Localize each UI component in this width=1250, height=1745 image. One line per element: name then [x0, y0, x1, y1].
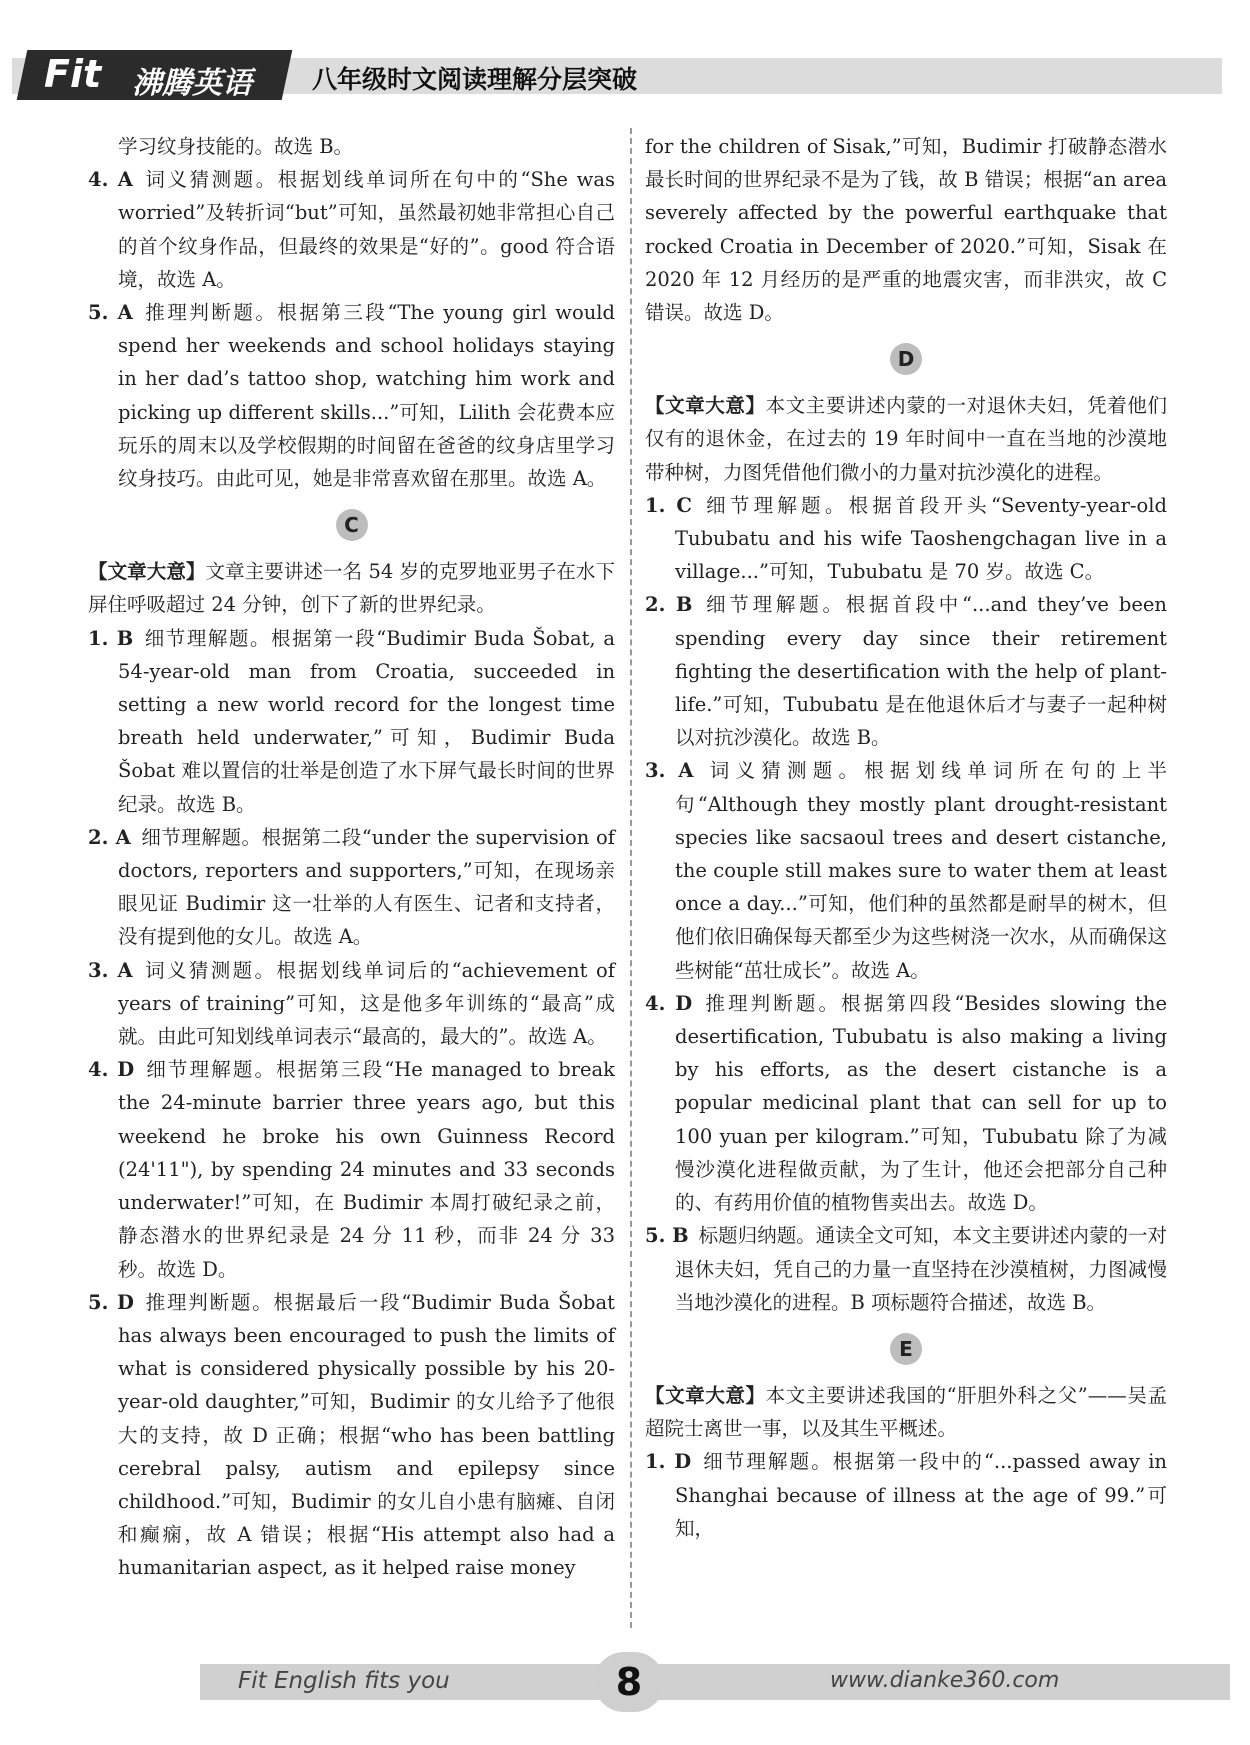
- answer-text: 词义猜测题。根据划线单词所在句中的“She was worried”及转折词“but”可知，虽然最初她非常担心自己的首个纹身作品，但最终的效果是“好的”。good 符合语境，故选 A。: [118, 168, 615, 291]
- right-column: [645, 130, 1167, 1545]
- answer-c3: [88, 954, 615, 1054]
- answer-b5: [88, 296, 615, 495]
- left-column: [88, 130, 615, 1585]
- summary-label: 【文章大意】: [88, 560, 206, 584]
- section-badge-e: E: [890, 1333, 922, 1365]
- answer-c1: [88, 622, 615, 821]
- answer-c5-continuation: for the children of Sisak,”可知，Budimir 打破静态潜水最长时间的世界纪录不是为了钱，故 B 错误；根据“an area severely affected by the powerful earthquake that rocked Croatia in December of 2020.”可知，Sisak 在 2020 年 12 月经历的是严重的地震灾害，而非洪灾，故 C 错误。故选 D。: [645, 135, 1167, 325]
- answer-number: 2. B: [645, 593, 693, 617]
- section-badge-d: D: [890, 343, 922, 375]
- answer-d3: [645, 754, 1167, 986]
- answer-c2: [88, 821, 615, 954]
- logo-brand-text: 沸腾英语: [132, 66, 252, 101]
- answer-e1: [645, 1445, 1167, 1545]
- answer-text: 细节理解题。根据第一段中的“...passed away in Shanghai because of illness at the age of 99.”可知，: [675, 1450, 1167, 1540]
- answer-number: 3. A: [645, 759, 694, 783]
- answer-text: 细节理解题。根据首段开头“Seventy-year-old Tububatu and his wife Taoshengchagan live in a village...”可知，Tububatu 是 70 岁。故选 C。: [675, 493, 1167, 584]
- answer-number: 4. D: [645, 991, 693, 1015]
- answer-d5: [645, 1219, 1167, 1319]
- section-badge-c: C: [336, 509, 368, 541]
- answer-number: 4. D: [88, 1058, 135, 1082]
- answer-number: 1. C: [645, 493, 692, 517]
- answer-d1: [645, 489, 1167, 589]
- footer-slogan: Fit English fits you: [238, 1668, 450, 1694]
- answer-text: 推理判断题。根据第三段“The young girl would spend her weekends and school holidays staying in her dad’s tattoo shop, watching him work and picking up different skills...”可知，Lilith 会花费本应玩乐的周末以及学校假期的时间留在爸爸的纹身店里学习纹身技巧。由此可见，她是非常喜欢留在那里。故选 A。: [118, 301, 616, 491]
- answer-number: 4. A: [88, 168, 133, 192]
- page-header: [12, 44, 1222, 104]
- answer-text: 细节理解题。根据首段中“...and they’ve been spending every day since their retirement fighting the desertification with the help of plant-life.”可知，Tububatu 是在他退休后才与妻子一起种树以对抗沙漠化。故选 B。: [675, 593, 1167, 750]
- answer-number: 5. D: [88, 1290, 134, 1314]
- summary-text: 文章主要讲述一名 54 岁的克罗地亚男子在水下屏住呼吸超过 24 分钟，创下了新的世界纪录。: [88, 560, 615, 617]
- answer-number: 5. A: [88, 301, 133, 325]
- section-c-summary: [88, 555, 615, 621]
- answer-b-continuation: 学习纹身技能的。故选 B。: [118, 135, 354, 158]
- answer-b4: [88, 163, 615, 296]
- answer-d2: [645, 588, 1167, 754]
- book-title: 八年级时文阅读理解分层突破: [312, 65, 638, 94]
- page-number: 8: [594, 1652, 664, 1712]
- answer-number: 2. A: [88, 825, 131, 849]
- answer-c4: [88, 1053, 615, 1285]
- answer-text: 细节理解题。根据第一段“Budimir Buda Šobat, a 54-year-old man from Croatia, succeeded in setting a new world record for the longest time breath held underwater,”可知，Budimir Buda Šobat 难以置信的壮举是创造了水下屏气最长时间的世界纪录。故选 B。: [118, 626, 615, 816]
- answer-d4: [645, 987, 1167, 1219]
- summary-text: 本文主要讲述内蒙的一对退休夫妇，凭着他们仅有的退休金，在过去的 19 年时间中一直在当地的沙漠地带种树，力图凭借他们微小的力量对抗沙漠化的进程。: [645, 394, 1167, 484]
- logo-fit-text: Fit: [44, 52, 102, 96]
- answer-number: 1. B: [88, 626, 134, 650]
- section-d-heading: [645, 329, 1167, 389]
- section-e-heading: [645, 1319, 1167, 1379]
- answer-c5: [88, 1286, 615, 1585]
- answer-text: 词义猜测题。根据划线单词后的“achievement of years of training”可知，这是他多年训练的“最高”成就。由此可知划线单词表示“最高的，最大的”。故选 A。: [118, 958, 615, 1049]
- column-divider: [630, 128, 632, 1628]
- section-e-summary: [645, 1379, 1167, 1445]
- answer-text: 推理判断题。根据第四段“Besides slowing the desertification, Tububatu is also making a living by his efforts, as the desert cistanche is a popular medicinal plant that can sell for up to 100 yuan per kilogram.”可知，Tububatu 除了为减慢沙漠化进程做贡献，为了生计，他还会把部分自己种的、有药用价值的植物售卖出去。故选 D。: [675, 991, 1167, 1215]
- summary-text: 本文主要讲述我国的“肝胆外科之父”——吴孟超院士离世一事，以及其生平概述。: [645, 1383, 1167, 1441]
- section-c-heading: [88, 495, 615, 555]
- footer-website: www.dianke360.com: [830, 1668, 1060, 1693]
- section-d-summary: [645, 389, 1167, 489]
- answer-text: 细节理解题。根据第三段“He managed to break the 24-minute barrier three years ago, but this weekend he broke his own Guinness Record (24'11"), by spending 24 minutes and 33 seconds underwater!”可知，在 Budimir 本周打破纪录之前，静态潜水的世界纪录是 24 分 11 秒，而非 24 分 33 秒。故选 D。: [118, 1058, 616, 1281]
- answer-number: 3. A: [88, 958, 133, 982]
- answer-number: 5. B: [645, 1224, 689, 1248]
- answer-text: 推理判断题。根据最后一段“Budimir Buda Šobat has always been encouraged to push the limits of what is considered physically possible by his 20-year-old daughter,”可知，Budimir 的女儿给予了他很大的支持，故 D 正确；根据“who has been battling cerebral palsy, autism and epilepsy since childhood.”可知，Budimir 的女儿自小患有脑瘫、自闭和癫痫，故 A 错误；根据“His attempt also had a humanitarian aspect, as it helped raise money: [118, 1290, 615, 1580]
- answer-text: 细节理解题。根据第二段“under the supervision of doctors, reporters and supporters,”可知，在现场亲眼见证 Budimir 这一壮举的人有医生、记者和支持者，没有提到他的女儿。故选 A。: [118, 825, 615, 949]
- answer-text: 标题归纳题。通读全文可知，本文主要讲述内蒙的一对退休夫妇，凭自己的力量一直坚持在沙漠植树，力图减慢当地沙漠化的进程。B 项标题符合描述，故选 B。: [675, 1224, 1167, 1314]
- answer-text: 词义猜测题。根据划线单词所在句的上半句“Although they mostly plant drought-resistant species like sacsaoul trees and desert cistanche, the couple still makes sure to water them at least once a day...”可知，他们种的虽然都是耐旱的树木，但他们依旧确保每天都至少为这些树浇一次水，从而确保这些树能“茁壮成长”。故选 A。: [675, 759, 1167, 982]
- answer-number: 1. D: [645, 1450, 692, 1474]
- summary-label: 【文章大意】: [645, 1383, 766, 1407]
- summary-label: 【文章大意】: [645, 394, 766, 418]
